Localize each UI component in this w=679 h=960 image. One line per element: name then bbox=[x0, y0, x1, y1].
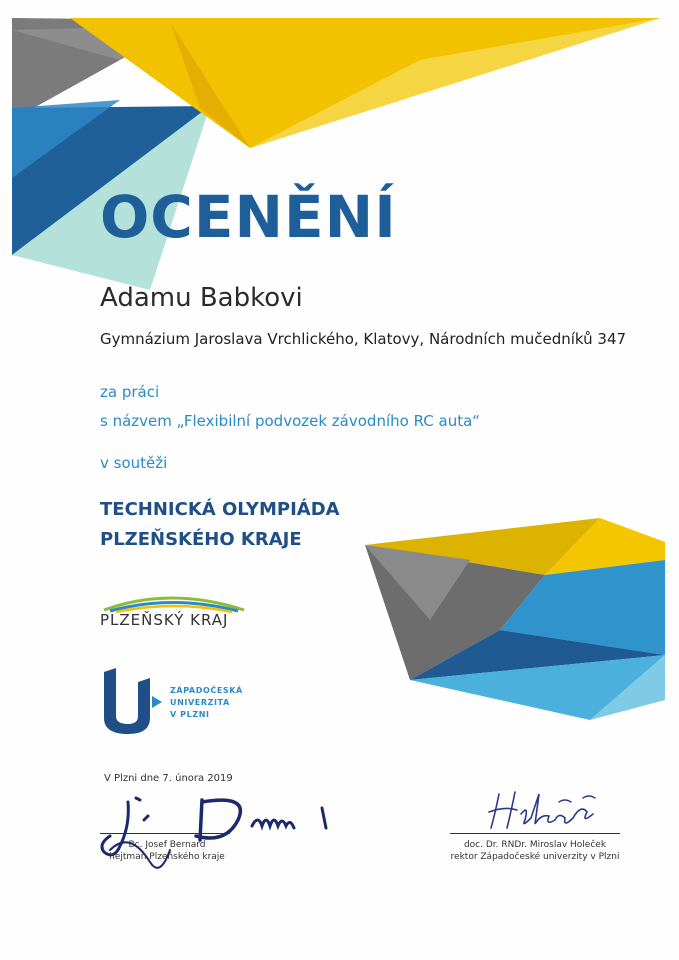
left-signature-line bbox=[100, 833, 230, 834]
university-logo-line: V PLZNI bbox=[170, 710, 210, 719]
left-signatory bbox=[82, 839, 252, 863]
university-logo-mark-icon bbox=[100, 668, 168, 736]
region-logo bbox=[100, 590, 250, 635]
recipient-name: Adamu Babkovi bbox=[100, 283, 303, 313]
competition-name-line2: PLZEŇSKÉHO KRAJE bbox=[100, 529, 302, 550]
school-address: Gymnázium Jaroslava Vrchlického, Klatovy, Národních mučedníků 347 bbox=[100, 330, 627, 348]
university-logo-line: ZÁPADOČESKÁ bbox=[170, 686, 243, 695]
right-signatory bbox=[430, 839, 640, 863]
work-intro: za práci bbox=[100, 383, 160, 401]
competition-intro: v soutěži bbox=[100, 454, 168, 472]
university-logo-text bbox=[170, 685, 243, 721]
work-title: s názvem „Flexibilní podvozek závodního RC auta“ bbox=[100, 412, 481, 430]
right-signatory-role: rektor Západočeské univerzity v Plzni bbox=[450, 852, 620, 862]
left-handwritten-signature bbox=[90, 790, 350, 880]
competition-name-line1: TECHNICKÁ OLYMPIÁDA bbox=[100, 499, 340, 520]
right-handwritten-signature bbox=[485, 784, 615, 834]
university-logo bbox=[100, 668, 270, 736]
region-logo-text: PLZEŇSKÝ KRAJ bbox=[100, 611, 229, 629]
university-logo-line: UNIVERZITA bbox=[170, 698, 230, 707]
left-signatory-name: Bc. Josef Bernard bbox=[128, 840, 206, 850]
left-signatory-role: hejtman Plzeňského kraje bbox=[109, 852, 225, 862]
certificate-title: OCENĚNÍ bbox=[100, 183, 397, 251]
date-line: V Plzni dne 7. února 2019 bbox=[104, 773, 233, 784]
right-signature-line bbox=[450, 833, 620, 834]
right-signatory-name: doc. Dr. RNDr. Miroslav Holeček bbox=[463, 840, 607, 850]
